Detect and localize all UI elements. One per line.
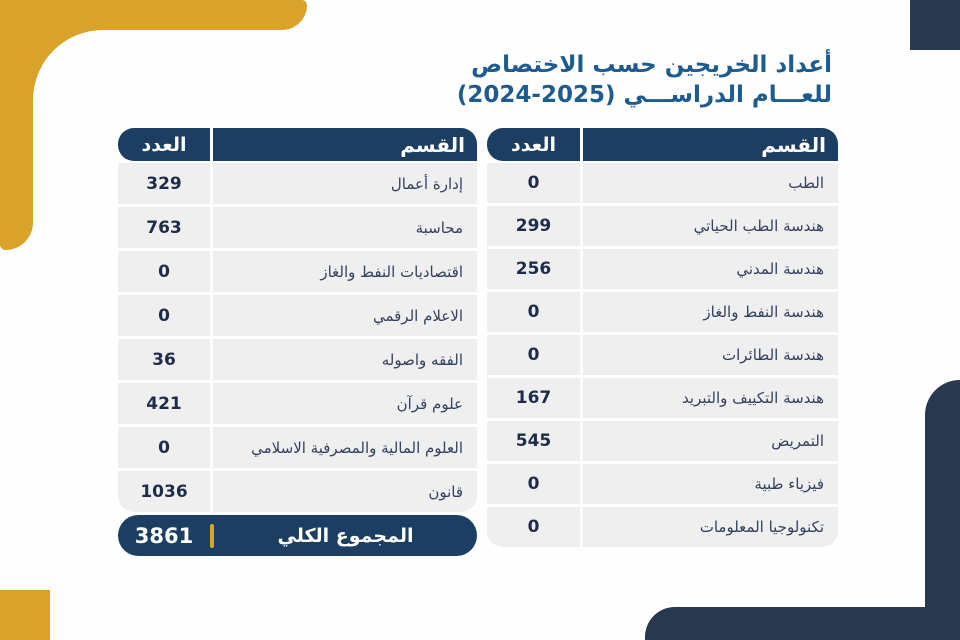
title-line-1: أعداد الخريجين حسب الاختصاص [471,52,832,78]
table-row [487,464,838,504]
count-cell: 0 [487,507,580,547]
dept-cell: هندسة التكييف والتبريد [583,378,838,418]
dept-cell: محاسبة [213,207,477,248]
corner-decoration-bottom-right-vertical-bar [925,380,960,640]
departments-table-left [118,128,477,556]
table-row [487,206,838,246]
dept-cell: العلوم المالية والمصرفية الاسلامي [213,427,477,468]
table-row [118,251,477,292]
count-cell: 299 [487,206,580,246]
dept-cell: قانون [213,471,477,512]
table-body [487,163,838,547]
count-cell: 329 [118,163,210,204]
table-row [487,507,838,547]
dept-cell: هندسة النفط والغاز [583,292,838,332]
count-cell: 256 [487,249,580,289]
table-row [118,383,477,424]
table-row [118,163,477,204]
header-dept: القسم [213,128,477,161]
dept-cell: فيزياء طبية [583,464,838,504]
corner-decoration-bottom-left-square [0,590,50,640]
table-body [118,163,477,512]
table-header [118,128,477,161]
count-cell: 0 [118,251,210,292]
dept-cell: تكنولوجيا المعلومات [583,507,838,547]
table-row [118,295,477,336]
title-line-2: للعـــام الدراســـي (2025-2024) [456,82,832,108]
page-title [457,50,832,110]
count-cell: 0 [487,464,580,504]
grand-total-row [118,515,477,556]
count-cell: 0 [487,163,580,203]
dept-cell: الطب [583,163,838,203]
count-cell: 167 [487,378,580,418]
count-cell: 763 [118,207,210,248]
corner-decoration-top-strip [0,0,307,30]
total-divider [210,524,214,548]
corner-decoration-bottom-right-horizontal-bar [645,607,960,640]
dept-cell: هندسة المدني [583,249,838,289]
dept-cell: الفقه واصوله [213,339,477,380]
departments-table-right [487,128,838,550]
table-row [118,339,477,380]
table-row [487,163,838,203]
count-cell: 0 [118,295,210,336]
table-row [487,335,838,375]
dept-cell: علوم قرآن [213,383,477,424]
header-dept: القسم [583,128,838,161]
table-row [487,378,838,418]
dept-cell: إدارة أعمال [213,163,477,204]
corner-decoration-top-right-square [910,0,960,50]
table-row [487,249,838,289]
count-cell: 0 [487,335,580,375]
corner-decoration-left-strip [0,0,33,250]
count-cell: 1036 [118,471,210,512]
header-count: العدد [118,128,210,161]
header-count: العدد [487,128,580,161]
table-header [487,128,838,161]
grand-total-value: 3861 [134,523,194,548]
dept-cell: الاعلام الرقمي [213,295,477,336]
dept-cell: هندسة الطب الحياتي [583,206,838,246]
count-cell: 0 [487,292,580,332]
count-cell: 545 [487,421,580,461]
count-cell: 0 [118,427,210,468]
table-row [118,207,477,248]
table-row [487,421,838,461]
dept-cell: هندسة الطائرات [583,335,838,375]
grand-total-label: المجموع الكلي [277,524,414,547]
dept-cell: التمريض [583,421,838,461]
count-cell: 36 [118,339,210,380]
count-cell: 421 [118,383,210,424]
dept-cell: اقتصاديات النفط والغاز [213,251,477,292]
table-row [118,471,477,512]
table-row [118,427,477,468]
table-row [487,292,838,332]
